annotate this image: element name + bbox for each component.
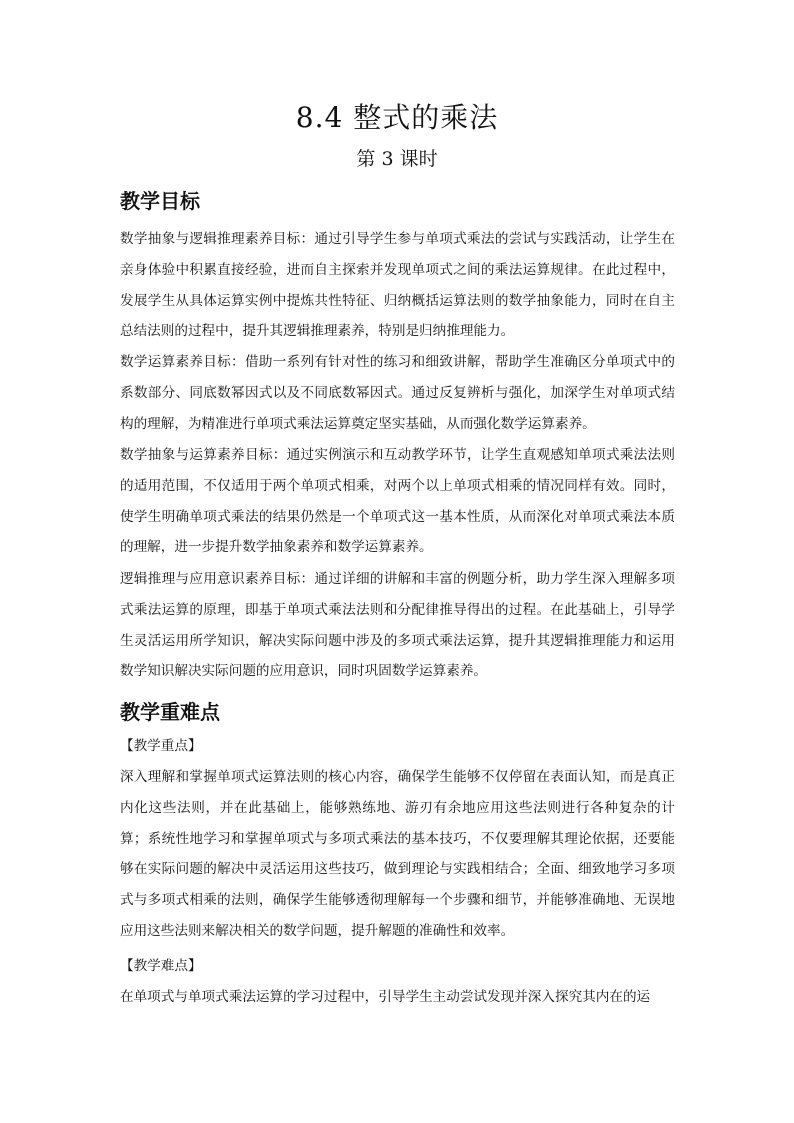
difficult-points-label: 【教学难点】	[120, 958, 202, 974]
document-title: 8.4 整式的乘法	[295, 101, 499, 134]
heading-teaching-goals: 教学目标	[120, 189, 200, 213]
goal-paragraph-1: 数学抽象与逻辑推理素养目标：通过引导学生参与单项式乘法的尝试与实践活动，让学生在亲身体验中积累直接经验，进而自主探索并发现单项式之间的乘法运算规律。在此过程中，发展学生从具体运算实例中提炼共性特征、归纳概括运算法则的数学抽象能力，同时在自主总结法则的过程中，提升其逻辑推理素养，特别是归纳推理能力。	[120, 231, 675, 340]
heading-key-difficult-points: 教学重难点	[120, 700, 220, 724]
goal-paragraph-2: 数学运算素养目标：借助一系列有针对性的练习和细致讲解，帮助学生准确区分单项式中的系数部分、同底数幂因式以及不同底数幂因式。通过反复辨析与强化，加深学生对单项式结构的理解，为精准进行单项式乘法运算奠定坚实基础，从而强化数学运算素养。	[120, 354, 675, 432]
key-points-label: 【教学重点】	[120, 738, 202, 754]
goal-paragraph-4: 逻辑推理与应用意识素养目标：通过详细的讲解和丰富的例题分析，助力学生深入理解多项式乘法运算的原理，即基于单项式乘法法则和分配律推导得出的过程。在此基础上，引导学生灵活运用所学知识，解决实际问题中涉及的多项式乘法运算，提升其逻辑推理能力和运用数学知识解决实际问题的应用意识，同时巩固数学运算素养。	[120, 571, 675, 680]
difficult-points-paragraph: 在单项式与单项式乘法运算的学习过程中，引导学生主动尝试发现并深入探究其内在的运	[120, 989, 651, 1005]
goal-paragraph-3: 数学抽象与运算素养目标：通过实例演示和互动教学环节，让学生直观感知单项式乘法法则的适用范围，不仅适用于两个单项式相乘，对两个以上单项式相乘的情况同样有效。同时，使学生明确单项式乘法的结果仍然是一个单项式这一基本性质，从而深化对单项式乘法本质的理解，进一步提升数学抽象素养和数学运算素养。	[120, 447, 675, 556]
lesson-number: 第 3 课时	[356, 148, 438, 170]
key-points-paragraph: 深入理解和掌握单项式运算法则的核心内容，确保学生能够不仅停留在表面认知，而是真正内化这些法则，并在此基础上，能够熟练地、游刃有余地应用这些法则进行各种复杂的计算；系统性地学习和掌握单项式与多项式乘法的基本技巧，不仅要理解其理论依据，还要能够在实际问题的解决中灵活运用这些技巧，做到理论与实践相结合；全面、细致地学习多项式与多项式相乘的法则，确保学生能够透彻理解每一个步骤和细节，并能够准确地、无误地应用这些法则来解决相关的数学问题，提升解题的准确性和效率。	[120, 769, 675, 939]
